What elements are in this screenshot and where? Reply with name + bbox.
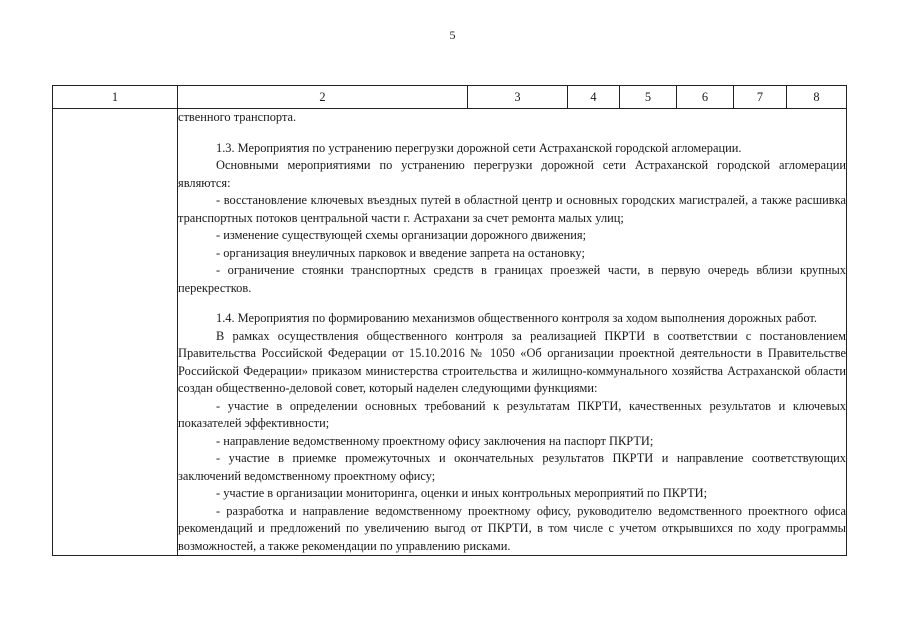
paragraph: 1.3. Мероприятия по устранению перегрузки дорожной сети Астраханской городской агломерации.: [216, 140, 742, 155]
table-header-row: [53, 86, 847, 109]
paragraph: - разработка и направление ведомственному проектному офису, руководителю ведомственного проектного офиса рекомендаций и предложений по увеличению выгод от ПКРТИ, в том числе с учетом открывшихся по ходу программы возможностей, а также рекомендации по управлению рисками.: [178, 503, 846, 553]
paragraph-gap: [178, 297, 846, 310]
column-header-7: 7: [734, 86, 787, 109]
paragraph: - участие в определении основных требований к результатам ПКРТИ, качественных результатов и ключевых показателей эффективности;: [178, 398, 846, 430]
paragraph: ственного транспорта.: [178, 110, 297, 124]
paragraph: - ограничение стоянки транспортных средств в границах проезжей части, в первую очередь вблизи крупных перекрестков.: [178, 263, 846, 295]
paragraph: - участие в приемке промежуточных и окончательных результатов ПКРТИ и направление соответствующих заключений ведомственному проектному офису;: [178, 451, 846, 483]
column-header-4: 4: [568, 86, 620, 109]
content-text-cell: [178, 109, 847, 556]
paragraph: - изменение существующей схемы организации дорожного движения;: [216, 228, 587, 242]
column-header-1: 1: [53, 86, 178, 109]
column-header-5: 5: [620, 86, 677, 109]
paragraph: - участие в организации мониторинга, оценки и иных контрольных мероприятий по ПКРТИ;: [216, 486, 708, 500]
document-table: [52, 85, 847, 556]
paragraph: Основными мероприятиями по устранению перегрузки дорожной сети Астраханской городской агломерации являются:: [178, 158, 846, 190]
paragraph: В рамках осуществления общественного контроля за реализацией ПКРТИ в соответствии с постановлением Правительства Российской Федерации от 15.10.2016 № 1050 «Об организации проектной деятельности в Правительстве Российской Федерации» приказом министерства строительства и жилищно-коммунального хозяйства Астраханской области создан общественно-деловой совет, который наделен следующими функциями:: [178, 328, 846, 395]
empty-first-column-cell: [53, 109, 178, 556]
paragraph: - направление ведомственному проектному офису заключения на паспорт ПКРТИ;: [216, 433, 654, 448]
paragraph: - организация внеуличных парковок и введение запрета на остановку;: [216, 245, 585, 260]
column-header-6: 6: [677, 86, 734, 109]
paragraph: 1.4. Мероприятия по формированию механизмов общественного контроля за ходом выполнения дорожных работ.: [216, 311, 817, 325]
column-header-3: 3: [468, 86, 568, 109]
paragraph-gap: [178, 127, 846, 140]
column-header-2: 2: [178, 86, 468, 109]
paragraph: - восстановление ключевых въездных путей в областной центр и основных городских магистралей, а также расшивка транспортных потоков центральной части г. Астрахани за счет ремонта малых улиц;: [178, 193, 846, 225]
page-number: 5: [449, 28, 456, 42]
column-header-8: 8: [787, 86, 847, 109]
table-row: [53, 109, 847, 556]
